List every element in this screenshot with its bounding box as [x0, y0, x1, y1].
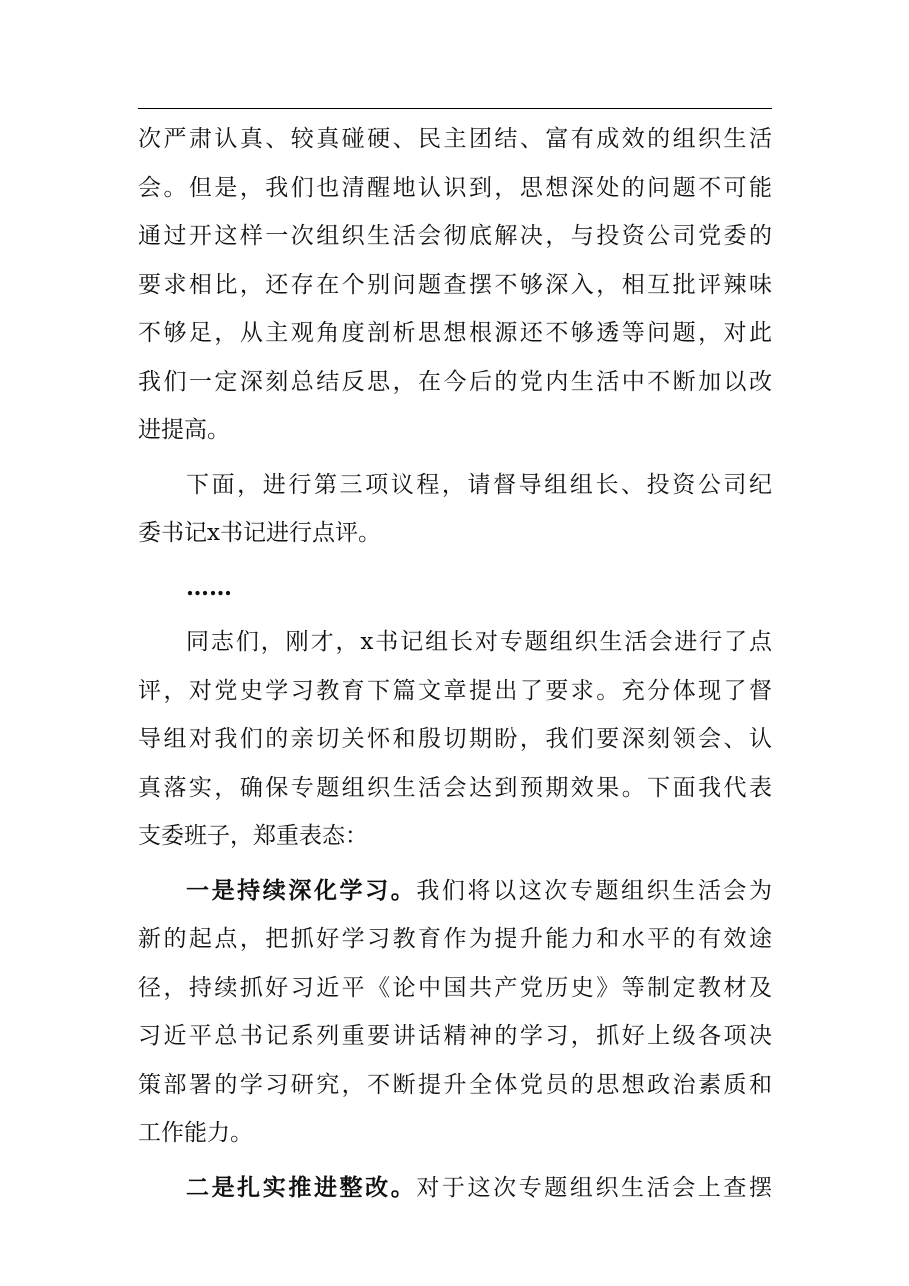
text-line: 策部署的学习研究，不断提升全体党员的思想政治素质和	[138, 1071, 772, 1098]
text-line: 不够足，从主观角度剖析思想根源还不够透等问题，对此	[138, 320, 772, 346]
text-run: 对于这次专题组织生活会上查摆	[416, 1174, 772, 1201]
text-line: 真落实，确保专题组织生活会达到预期效果。下面我代表	[138, 774, 772, 801]
section-heading: 一是持续深化学习。	[186, 876, 417, 904]
paragraph-ellipsis	[138, 564, 772, 613]
text-line: 工作能力。	[138, 1120, 253, 1146]
paragraph-5	[138, 867, 772, 1158]
text-line: 次严肃认真、较真碰硬、民主团结、富有成效的组织生活	[138, 126, 772, 152]
text-line: 评，对党史学习教育下篇文章提出了要求。充分体现了督	[138, 677, 772, 704]
text-line: 径，持续抓好习近平《论中国共产党历史》等制定教材及	[138, 974, 772, 1001]
paragraph-6	[138, 1164, 772, 1213]
text-line: 支委班子，郑重表态：	[138, 823, 368, 849]
paragraph-2	[138, 461, 772, 558]
document-body	[138, 115, 772, 1212]
text-line	[138, 867, 772, 916]
text-run: 我们将以这次专题组织生活会为	[416, 877, 772, 904]
text-line: 会。但是，我们也清醒地认识到，思想深处的问题不可能	[138, 174, 772, 201]
text-line: 进提高。	[138, 417, 230, 443]
paragraph-4	[138, 618, 772, 861]
text-line: 同志们，刚才，x书记组长对专题组织生活会进行了点	[186, 629, 772, 655]
text-line: 下面，进行第三项议程，请督导组组长、投资公司纪	[186, 471, 772, 498]
ellipsis-line: ……	[186, 573, 232, 601]
text-line: 委书记x书记进行点评。	[138, 520, 381, 546]
text-line: 导组对我们的亲切关怀和殷切期盼，我们要深刻领会、认	[138, 726, 772, 752]
paragraph-1	[138, 115, 772, 455]
text-line	[138, 1164, 772, 1213]
text-line: 新的起点，把抓好学习教育作为提升能力和水平的有效途	[138, 926, 772, 952]
text-line: 我们一定深刻总结反思，在今后的党内生活中不断加以改	[138, 368, 772, 395]
text-line: 习近平总书记系列重要讲话精神的学习，抓好上级各项决	[138, 1023, 772, 1049]
text-line: 要求相比，还存在个别问题查摆不够深入，相互批评辣味	[138, 271, 772, 298]
header-rule	[138, 108, 772, 109]
section-heading: 二是扎实推进整改。	[186, 1173, 417, 1201]
text-line: 通过开这样一次组织生活会彻底解决，与投资公司党委的	[138, 223, 772, 249]
